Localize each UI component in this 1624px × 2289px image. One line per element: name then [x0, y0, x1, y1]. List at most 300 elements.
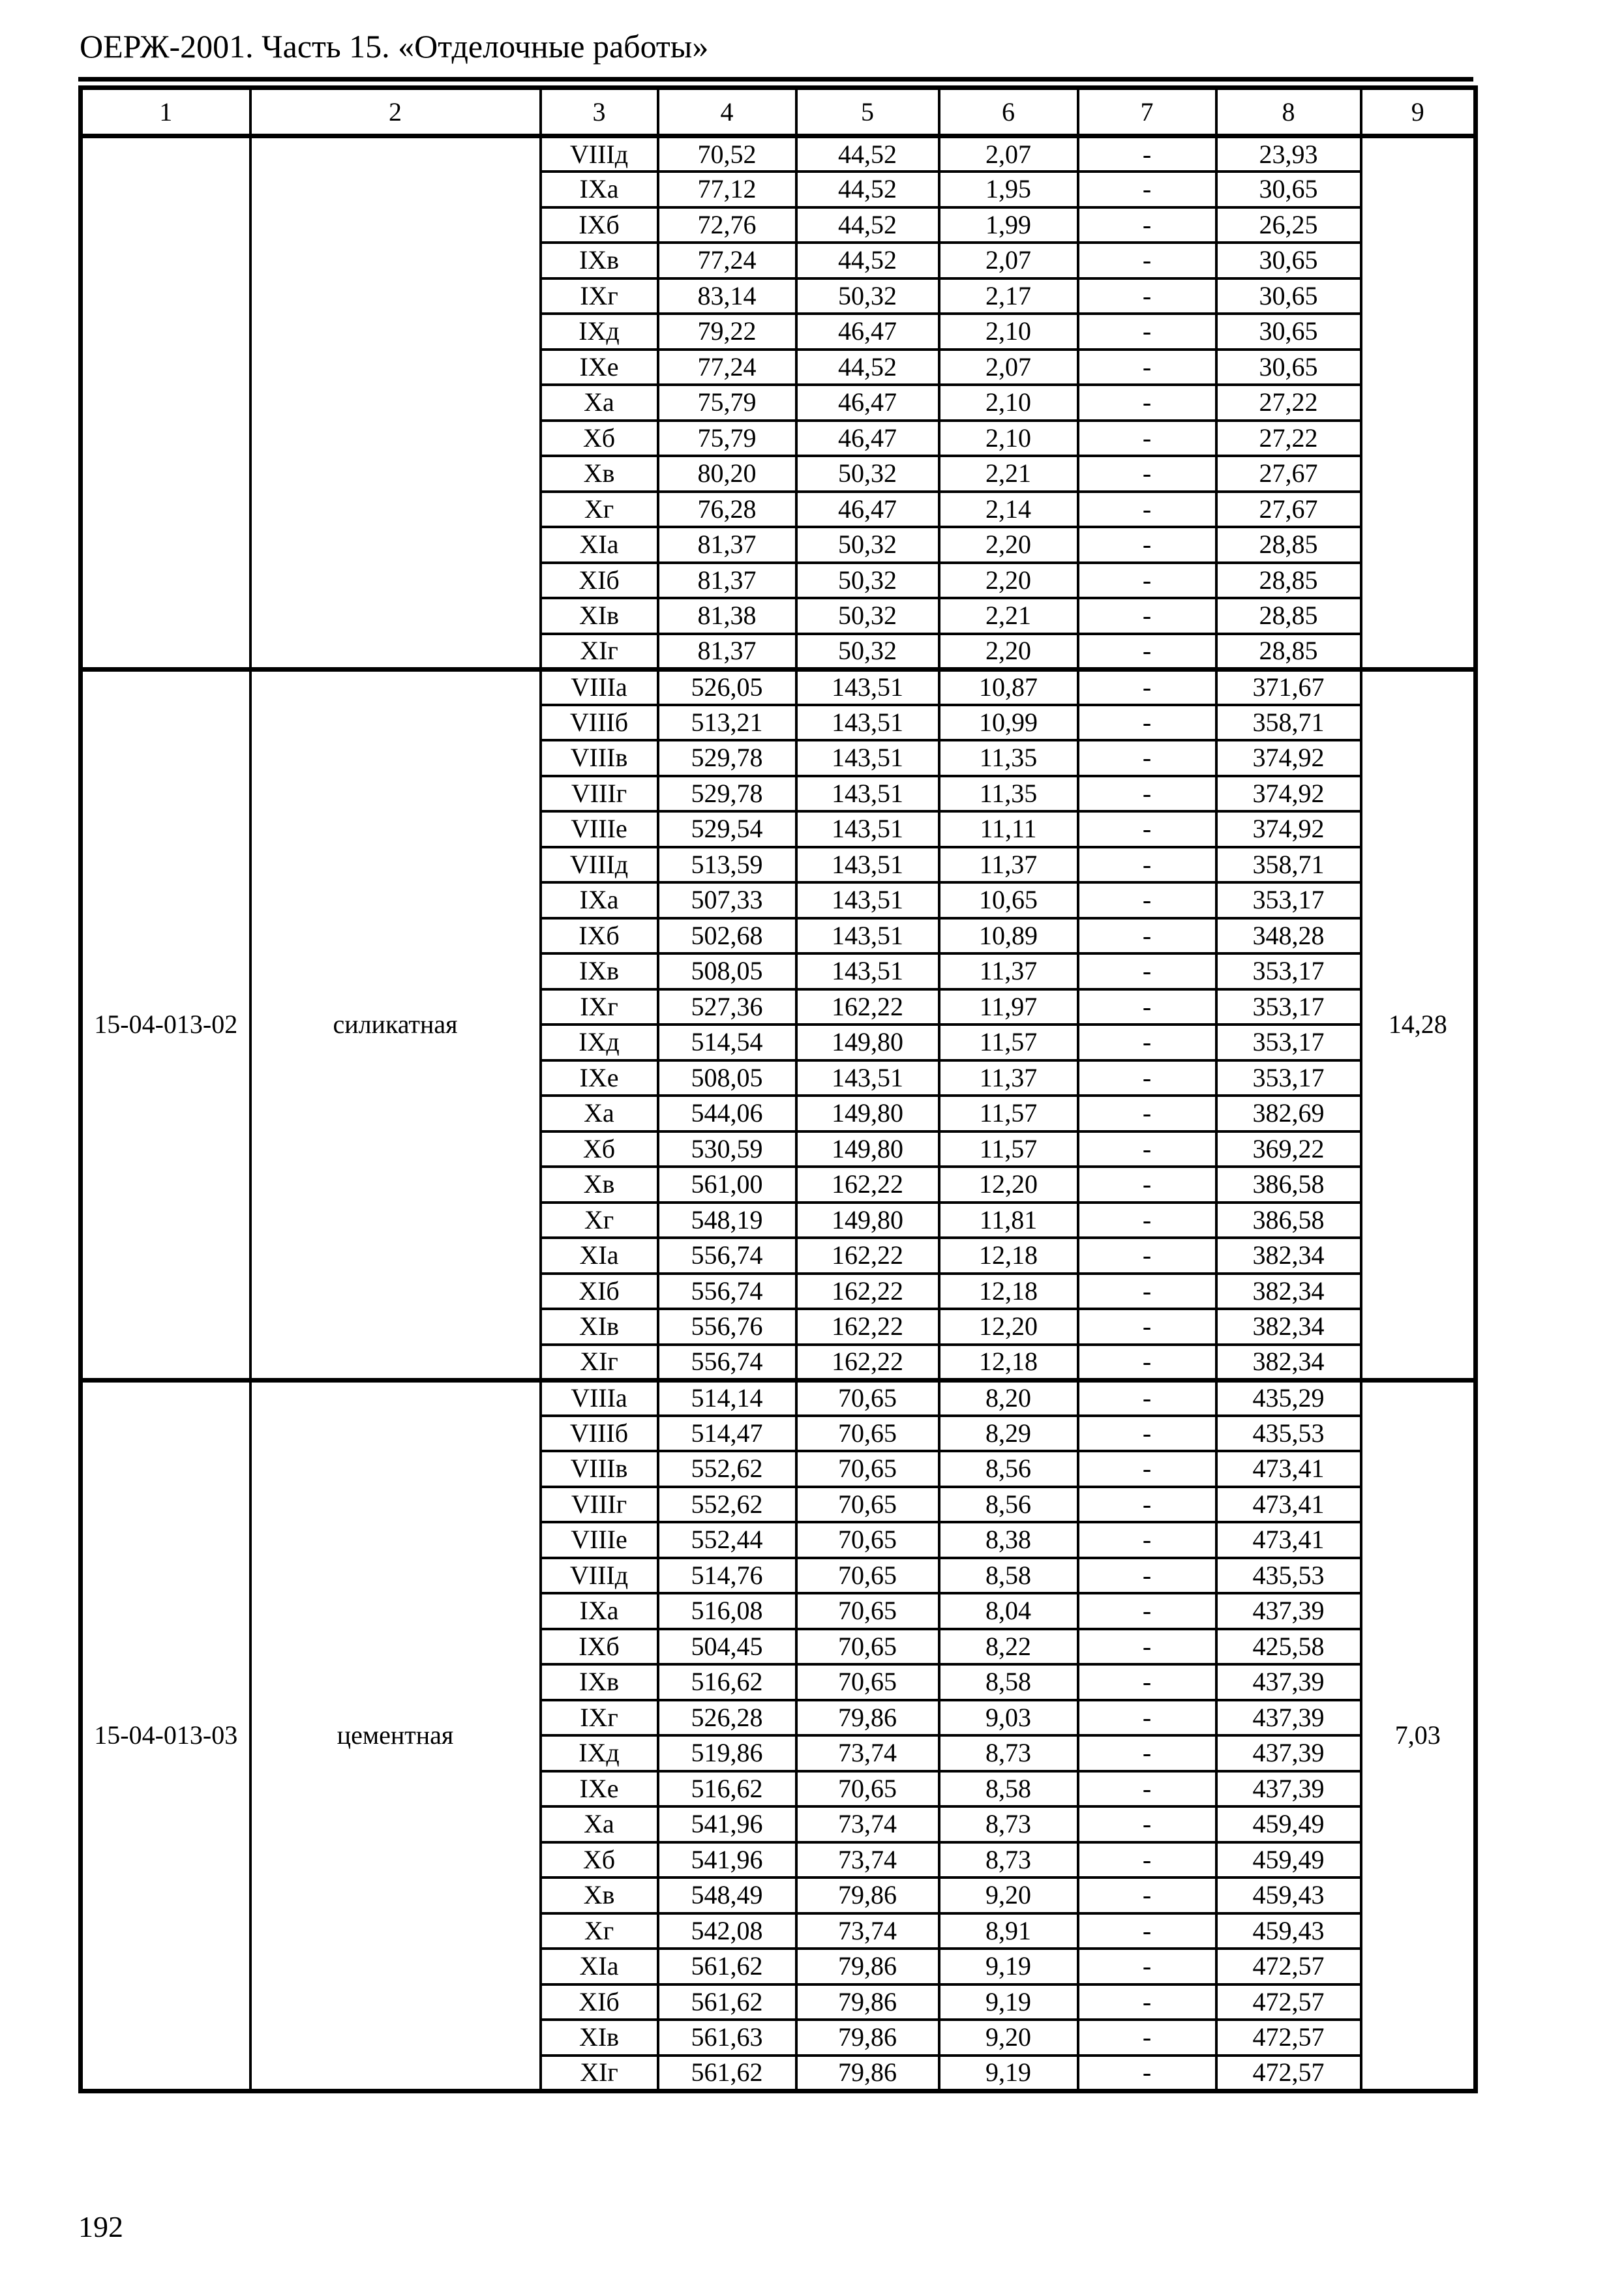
value-cell: 50,32	[796, 527, 939, 563]
value-cell: 8,38	[939, 1522, 1078, 1558]
value-cell: -	[1078, 1735, 1216, 1771]
value-cell: 472,57	[1216, 2020, 1361, 2056]
value-cell: -	[1078, 278, 1216, 314]
value-cell: 353,17	[1216, 953, 1361, 989]
value-cell: 73,74	[796, 1735, 939, 1771]
value-cell: 552,62	[658, 1487, 796, 1523]
value-cell: 162,22	[796, 1309, 939, 1345]
value-cell: 435,29	[1216, 1380, 1361, 1416]
value-cell: 143,51	[796, 918, 939, 954]
value-cell: 73,74	[796, 1842, 939, 1878]
value-cell: -	[1078, 847, 1216, 883]
value-cell: 472,57	[1216, 1984, 1361, 2020]
value-cell: 548,19	[658, 1203, 796, 1238]
value-cell: 382,34	[1216, 1274, 1361, 1309]
row-label-cell: VIIIе	[541, 1522, 658, 1558]
value-cell: 11,57	[939, 1131, 1078, 1167]
value-cell: 11,37	[939, 847, 1078, 883]
row-label-cell: Xв	[541, 1167, 658, 1203]
value-cell: 507,33	[658, 882, 796, 918]
value-cell: 81,37	[658, 527, 796, 563]
value-cell: -	[1078, 1984, 1216, 2020]
value-cell: 30,65	[1216, 172, 1361, 207]
value-cell: 8,91	[939, 1913, 1078, 1949]
row-label-cell: IXе	[541, 350, 658, 385]
row-label-cell: IXб	[541, 1629, 658, 1665]
value-cell: 425,58	[1216, 1629, 1361, 1665]
value-cell: 8,20	[939, 1380, 1078, 1416]
value-cell: -	[1078, 385, 1216, 421]
value-cell: -	[1078, 598, 1216, 634]
value-cell: 149,80	[796, 1096, 939, 1131]
value-cell: -	[1078, 1558, 1216, 1594]
value-cell: 358,71	[1216, 705, 1361, 741]
value-cell: 77,24	[658, 350, 796, 385]
value-cell: 9,03	[939, 1700, 1078, 1736]
value-cell: 50,32	[796, 456, 939, 492]
value-cell: 2,21	[939, 598, 1078, 634]
value-cell: 10,99	[939, 705, 1078, 741]
row-label-cell: VIIIд	[541, 136, 658, 172]
value-cell: 83,14	[658, 278, 796, 314]
row-label-cell: VIIIв	[541, 740, 658, 776]
value-cell: 44,52	[796, 243, 939, 278]
value-cell: 504,45	[658, 1629, 796, 1665]
value-cell: 526,05	[658, 669, 796, 705]
value-cell: -	[1078, 207, 1216, 243]
row-label-cell: XIв	[541, 1309, 658, 1345]
row-label-cell: XIг	[541, 1345, 658, 1381]
value-cell: 79,86	[796, 1700, 939, 1736]
value-cell: 556,76	[658, 1309, 796, 1345]
row-label-cell: IXв	[541, 1664, 658, 1700]
value-cell: 50,32	[796, 634, 939, 670]
value-cell: 2,10	[939, 314, 1078, 350]
value-cell: 9,19	[939, 2056, 1078, 2091]
row-label-cell: IXе	[541, 1771, 658, 1807]
value-cell: 2,07	[939, 350, 1078, 385]
value-cell: 2,14	[939, 492, 1078, 528]
value-cell: 23,93	[1216, 136, 1361, 172]
row-label-cell: IXд	[541, 1025, 658, 1060]
row-label-cell: IXд	[541, 1735, 658, 1771]
row-label-cell: IXа	[541, 172, 658, 207]
value-cell: 12,20	[939, 1167, 1078, 1203]
row-label-cell: VIIIд	[541, 847, 658, 883]
value-cell: 437,39	[1216, 1700, 1361, 1736]
value-cell: 8,73	[939, 1806, 1078, 1842]
value-cell: 556,74	[658, 1345, 796, 1381]
row-label-cell: Xб	[541, 1131, 658, 1167]
value-cell: 9,19	[939, 1949, 1078, 1984]
value-cell: 374,92	[1216, 740, 1361, 776]
value-cell: 10,65	[939, 882, 1078, 918]
value-cell: 386,58	[1216, 1167, 1361, 1203]
table-header	[81, 88, 1476, 136]
column-header-7: 7	[1078, 88, 1216, 136]
value-cell: 386,58	[1216, 1203, 1361, 1238]
value-cell: 11,37	[939, 1060, 1078, 1096]
rates-table	[78, 85, 1478, 2093]
value-cell: -	[1078, 1913, 1216, 1949]
value-cell: 28,85	[1216, 634, 1361, 670]
value-cell: 1,99	[939, 207, 1078, 243]
row-label-cell: IXа	[541, 882, 658, 918]
value-cell: -	[1078, 1238, 1216, 1274]
value-cell: 46,47	[796, 492, 939, 528]
row-label-cell: XIа	[541, 1238, 658, 1274]
value-cell: 561,62	[658, 2056, 796, 2091]
value-cell: 50,32	[796, 563, 939, 599]
value-cell: 46,47	[796, 385, 939, 421]
value-cell: -	[1078, 456, 1216, 492]
value-cell: 70,52	[658, 136, 796, 172]
section-code-cell: 15-04-013-03	[81, 1380, 250, 2091]
value-cell: -	[1078, 1345, 1216, 1381]
value-cell: -	[1078, 421, 1216, 456]
value-cell: -	[1078, 1025, 1216, 1060]
value-cell: -	[1078, 492, 1216, 528]
value-cell: 353,17	[1216, 1060, 1361, 1096]
row-label-cell: IXе	[541, 1060, 658, 1096]
value-cell: 143,51	[796, 740, 939, 776]
value-cell: 143,51	[796, 1060, 939, 1096]
page-title: ОЕРЖ-2001. Часть 15. «Отделочные работы»	[80, 28, 709, 65]
value-cell: 79,86	[796, 1984, 939, 2020]
value-cell: 27,22	[1216, 385, 1361, 421]
value-cell: 79,86	[796, 2020, 939, 2056]
value-cell: 459,43	[1216, 1878, 1361, 1913]
value-cell: -	[1078, 669, 1216, 705]
row-label-cell: Xб	[541, 421, 658, 456]
value-cell: 527,36	[658, 989, 796, 1025]
row-label-cell: XIа	[541, 527, 658, 563]
value-cell: 513,21	[658, 705, 796, 741]
value-cell: 44,52	[796, 172, 939, 207]
row-label-cell: IXг	[541, 989, 658, 1025]
value-cell: -	[1078, 314, 1216, 350]
value-cell: -	[1078, 1522, 1216, 1558]
value-cell: 556,74	[658, 1274, 796, 1309]
row-label-cell: XIб	[541, 563, 658, 599]
value-cell: -	[1078, 1131, 1216, 1167]
value-cell: 44,52	[796, 136, 939, 172]
value-cell: 514,14	[658, 1380, 796, 1416]
value-cell: 11,37	[939, 953, 1078, 989]
value-cell: 8,56	[939, 1451, 1078, 1487]
value-cell: 437,39	[1216, 1664, 1361, 1700]
value-cell: 514,76	[658, 1558, 796, 1594]
page-number: 192	[78, 2210, 123, 2243]
section-col9-cell	[1361, 136, 1476, 670]
value-cell: 12,18	[939, 1345, 1078, 1381]
value-cell: 12,18	[939, 1274, 1078, 1309]
value-cell: 459,49	[1216, 1806, 1361, 1842]
value-cell: 561,62	[658, 1949, 796, 1984]
value-cell: 8,22	[939, 1629, 1078, 1665]
value-cell: -	[1078, 1949, 1216, 1984]
value-cell: -	[1078, 1203, 1216, 1238]
value-cell: 76,28	[658, 492, 796, 528]
row-label-cell: XIв	[541, 598, 658, 634]
value-cell: 529,78	[658, 776, 796, 812]
row-label-cell: Xа	[541, 1096, 658, 1131]
value-cell: 11,11	[939, 811, 1078, 847]
row-label-cell: VIIIб	[541, 1416, 658, 1452]
row-label-cell: Xг	[541, 492, 658, 528]
value-cell: 149,80	[796, 1203, 939, 1238]
value-cell: 73,74	[796, 1913, 939, 1949]
value-cell: -	[1078, 1309, 1216, 1345]
value-cell: 162,22	[796, 1274, 939, 1309]
value-cell: 50,32	[796, 278, 939, 314]
value-cell: 435,53	[1216, 1558, 1361, 1594]
column-header-5: 5	[796, 88, 939, 136]
row-label-cell: IXв	[541, 243, 658, 278]
value-cell: 2,10	[939, 421, 1078, 456]
value-cell: 162,22	[796, 989, 939, 1025]
value-cell: 77,12	[658, 172, 796, 207]
row-label-cell: XIг	[541, 2056, 658, 2091]
value-cell: 9,19	[939, 1984, 1078, 2020]
value-cell: 526,28	[658, 1700, 796, 1736]
value-cell: 8,73	[939, 1842, 1078, 1878]
value-cell: 2,20	[939, 527, 1078, 563]
value-cell: -	[1078, 1878, 1216, 1913]
row-label-cell: Xг	[541, 1203, 658, 1238]
value-cell: 12,18	[939, 1238, 1078, 1274]
section-col9-cell: 7,03	[1361, 1380, 1476, 2091]
column-header-4: 4	[658, 88, 796, 136]
value-cell: 514,47	[658, 1416, 796, 1452]
value-cell: 27,67	[1216, 492, 1361, 528]
row-label-cell: IXг	[541, 278, 658, 314]
value-cell: -	[1078, 705, 1216, 741]
value-cell: 143,51	[796, 811, 939, 847]
row-label-cell: XIг	[541, 634, 658, 670]
value-cell: -	[1078, 1771, 1216, 1807]
value-cell: 529,78	[658, 740, 796, 776]
value-cell: -	[1078, 1664, 1216, 1700]
value-cell: 2,20	[939, 634, 1078, 670]
value-cell: 561,62	[658, 1984, 796, 2020]
value-cell: 70,65	[796, 1416, 939, 1452]
value-cell: 81,37	[658, 563, 796, 599]
row-label-cell: VIIIа	[541, 669, 658, 705]
table-section	[81, 136, 1476, 670]
value-cell: -	[1078, 2020, 1216, 2056]
row-label-cell: Xв	[541, 456, 658, 492]
value-cell: 70,65	[796, 1451, 939, 1487]
row-label-cell: IXб	[541, 918, 658, 954]
value-cell: -	[1078, 1060, 1216, 1096]
value-cell: 79,86	[796, 2056, 939, 2091]
value-cell: -	[1078, 1487, 1216, 1523]
section-code-cell: 15-04-013-02	[81, 669, 250, 1380]
value-cell: 80,20	[658, 456, 796, 492]
value-cell: 508,05	[658, 1060, 796, 1096]
value-cell: 70,65	[796, 1771, 939, 1807]
value-cell: 473,41	[1216, 1487, 1361, 1523]
column-header-8: 8	[1216, 88, 1361, 136]
value-cell: -	[1078, 1096, 1216, 1131]
value-cell: 30,65	[1216, 243, 1361, 278]
value-cell: 513,59	[658, 847, 796, 883]
value-cell: 353,17	[1216, 1025, 1361, 1060]
value-cell: 70,65	[796, 1380, 939, 1416]
value-cell: 358,71	[1216, 847, 1361, 883]
value-cell: 437,39	[1216, 1735, 1361, 1771]
value-cell: 27,67	[1216, 456, 1361, 492]
value-cell: 472,57	[1216, 1949, 1361, 1984]
value-cell: 10,87	[939, 669, 1078, 705]
value-cell: 30,65	[1216, 278, 1361, 314]
row-label-cell: VIIIа	[541, 1380, 658, 1416]
value-cell: -	[1078, 811, 1216, 847]
value-cell: 28,85	[1216, 563, 1361, 599]
value-cell: 44,52	[796, 350, 939, 385]
value-cell: 8,58	[939, 1664, 1078, 1700]
table-row	[81, 669, 1476, 705]
value-cell: 12,20	[939, 1309, 1078, 1345]
value-cell: 70,65	[796, 1664, 939, 1700]
row-label-cell: VIIIе	[541, 811, 658, 847]
section-code-cell	[81, 136, 250, 670]
value-cell: 556,74	[658, 1238, 796, 1274]
value-cell: -	[1078, 918, 1216, 954]
row-label-cell: XIб	[541, 1984, 658, 2020]
value-cell: 11,57	[939, 1025, 1078, 1060]
value-cell: -	[1078, 1629, 1216, 1665]
value-cell: 70,65	[796, 1558, 939, 1594]
row-label-cell: IXд	[541, 314, 658, 350]
value-cell: 435,53	[1216, 1416, 1361, 1452]
value-cell: 519,86	[658, 1735, 796, 1771]
value-cell: 149,80	[796, 1131, 939, 1167]
value-cell: -	[1078, 740, 1216, 776]
table-section	[81, 669, 1476, 1380]
value-cell: 46,47	[796, 314, 939, 350]
table-header-row	[81, 88, 1476, 136]
value-cell: 1,95	[939, 172, 1078, 207]
value-cell: 11,35	[939, 740, 1078, 776]
value-cell: 81,38	[658, 598, 796, 634]
value-cell: 353,17	[1216, 882, 1361, 918]
value-cell: 11,35	[939, 776, 1078, 812]
value-cell: 2,07	[939, 243, 1078, 278]
value-cell: 143,51	[796, 953, 939, 989]
value-cell: 26,25	[1216, 207, 1361, 243]
value-cell: -	[1078, 953, 1216, 989]
value-cell: 162,22	[796, 1167, 939, 1203]
value-cell: 143,51	[796, 882, 939, 918]
row-label-cell: VIIIг	[541, 1487, 658, 1523]
row-label-cell: Xа	[541, 385, 658, 421]
value-cell: 516,08	[658, 1593, 796, 1629]
section-name-cell: цементная	[250, 1380, 541, 2091]
value-cell: 544,06	[658, 1096, 796, 1131]
row-label-cell: IXа	[541, 1593, 658, 1629]
value-cell: 162,22	[796, 1238, 939, 1274]
table-row	[81, 136, 1476, 172]
value-cell: 70,65	[796, 1487, 939, 1523]
section-name-cell: силикатная	[250, 669, 541, 1380]
value-cell: 73,74	[796, 1806, 939, 1842]
value-cell: -	[1078, 2056, 1216, 2091]
value-cell: 8,58	[939, 1771, 1078, 1807]
table-row	[81, 1380, 1476, 1416]
value-cell: 516,62	[658, 1771, 796, 1807]
value-cell: 374,92	[1216, 776, 1361, 812]
value-cell: 143,51	[796, 705, 939, 741]
value-cell: 552,62	[658, 1451, 796, 1487]
column-header-6: 6	[939, 88, 1078, 136]
value-cell: 11,81	[939, 1203, 1078, 1238]
row-label-cell: Xа	[541, 1806, 658, 1842]
column-header-1: 1	[81, 88, 250, 136]
value-cell: 70,65	[796, 1593, 939, 1629]
row-label-cell: Xв	[541, 1878, 658, 1913]
value-cell: 516,62	[658, 1664, 796, 1700]
value-cell: -	[1078, 1593, 1216, 1629]
value-cell: 30,65	[1216, 314, 1361, 350]
value-cell: 75,79	[658, 421, 796, 456]
value-cell: 79,86	[796, 1878, 939, 1913]
value-cell: -	[1078, 1167, 1216, 1203]
value-cell: -	[1078, 1416, 1216, 1452]
value-cell: -	[1078, 1842, 1216, 1878]
row-label-cell: Xб	[541, 1842, 658, 1878]
value-cell: 541,96	[658, 1842, 796, 1878]
value-cell: 77,24	[658, 243, 796, 278]
value-cell: 561,63	[658, 2020, 796, 2056]
table-section	[81, 1380, 1476, 2091]
value-cell: 2,07	[939, 136, 1078, 172]
value-cell: 2,21	[939, 456, 1078, 492]
value-cell: 9,20	[939, 1878, 1078, 1913]
value-cell: 2,10	[939, 385, 1078, 421]
value-cell: 548,49	[658, 1878, 796, 1913]
value-cell: 473,41	[1216, 1451, 1361, 1487]
value-cell: 382,34	[1216, 1309, 1361, 1345]
value-cell: 472,57	[1216, 2056, 1361, 2091]
value-cell: 2,17	[939, 278, 1078, 314]
value-cell: 541,96	[658, 1806, 796, 1842]
row-label-cell: IXб	[541, 207, 658, 243]
value-cell: -	[1078, 1806, 1216, 1842]
value-cell: 371,67	[1216, 669, 1361, 705]
value-cell: 143,51	[796, 776, 939, 812]
row-label-cell: Xг	[541, 1913, 658, 1949]
value-cell: 10,89	[939, 918, 1078, 954]
value-cell: 508,05	[658, 953, 796, 989]
value-cell: 2,20	[939, 563, 1078, 599]
value-cell: 11,97	[939, 989, 1078, 1025]
row-label-cell: VIIIб	[541, 705, 658, 741]
row-label-cell: XIв	[541, 2020, 658, 2056]
value-cell: -	[1078, 563, 1216, 599]
value-cell: 143,51	[796, 669, 939, 705]
row-label-cell: VIIIд	[541, 1558, 658, 1594]
row-label-cell: XIа	[541, 1949, 658, 1984]
value-cell: 374,92	[1216, 811, 1361, 847]
value-cell: 529,54	[658, 811, 796, 847]
value-cell: -	[1078, 136, 1216, 172]
value-cell: 382,34	[1216, 1238, 1361, 1274]
value-cell: 514,54	[658, 1025, 796, 1060]
section-col9-cell: 14,28	[1361, 669, 1476, 1380]
value-cell: 143,51	[796, 847, 939, 883]
